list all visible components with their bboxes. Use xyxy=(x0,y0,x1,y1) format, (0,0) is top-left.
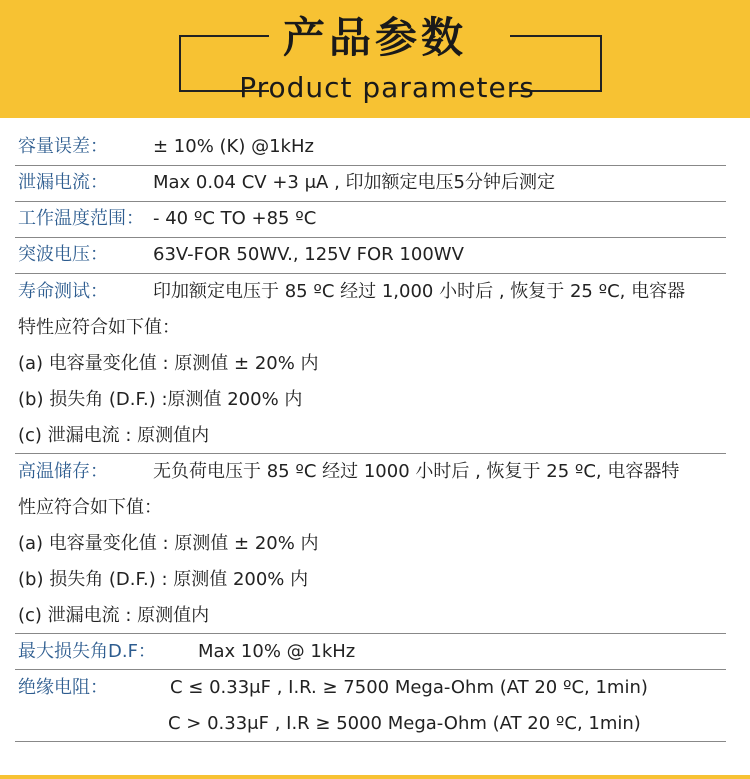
param-value: C ≤ 0.33μF , I.R. ≥ 7500 Mega-Ohm (AT 20 ºC, 1min) xyxy=(170,677,648,698)
param-label: 高温储存： xyxy=(18,461,108,482)
param-label: 绝缘电阻： xyxy=(18,677,108,698)
param-value: - 40 ºC TO +85 ºC xyxy=(153,208,317,229)
shelf-life-item-b: (b) 损失角 (D.F.) : 原测值 200% 内 xyxy=(18,569,309,590)
param-value: Max 0.04 CV +3 μA , 印加额定电压5分钟后测定 xyxy=(153,172,555,193)
divider xyxy=(15,201,726,202)
footer-accent-bar xyxy=(0,775,750,779)
life-test-item-a: (a) 电容量变化值 : 原测值 ± 20% 内 xyxy=(18,353,319,374)
divider xyxy=(15,633,726,634)
param-label: 容量误差： xyxy=(18,136,108,157)
param-row-max-df xyxy=(18,640,732,664)
param-row-insulation xyxy=(18,676,732,700)
divider xyxy=(15,165,726,166)
divider xyxy=(15,669,726,670)
param-row-tolerance xyxy=(18,135,732,159)
page-title: 产品参数 xyxy=(282,13,467,62)
param-row-leakage xyxy=(18,171,732,195)
param-label: 工作温度范围： xyxy=(18,208,144,229)
param-value: 63V-FOR 50WV., 125V FOR 100WV xyxy=(153,244,464,265)
param-label: 突波电压： xyxy=(18,244,108,265)
param-value: ± 10% (K) @1kHz xyxy=(153,136,314,157)
shelf-life-item-a: (a) 电容量变化值 : 原测值 ± 20% 内 xyxy=(18,533,319,554)
shelf-life-item-c: (c) 泄漏电流 : 原测值内 xyxy=(18,605,210,626)
param-row-temp xyxy=(18,207,732,231)
param-value: C > 0.33μF , I.R ≥ 5000 Mega-Ohm (AT 20 ºC, 1min) xyxy=(168,713,641,734)
life-test-item-c: (c) 泄漏电流 : 原测值内 xyxy=(18,425,210,446)
param-value: Max 10% @ 1kHz xyxy=(198,641,356,662)
param-label: 寿命测试： xyxy=(18,281,108,302)
param-value: 印加额定电压于 85 ºC 经过 1,000 小时后 , 恢复于 25 ºC, 电容器 xyxy=(153,281,686,302)
divider xyxy=(15,273,726,274)
life-test-item-b: (b) 损失角 (D.F.) :原测值 200% 内 xyxy=(18,389,303,410)
divider xyxy=(15,453,726,454)
param-row-shelf-life xyxy=(18,460,732,484)
param-row-life-test xyxy=(18,280,732,304)
shelf-life-continuation: 性应符合如下值： xyxy=(18,497,162,518)
param-label: 最大损失角D.F： xyxy=(18,641,156,662)
header-banner xyxy=(0,0,750,118)
divider xyxy=(15,237,726,238)
divider xyxy=(15,741,726,742)
param-label: 泄漏电流： xyxy=(18,172,108,193)
page-subtitle: Product parameters xyxy=(239,71,535,104)
param-value: 无负荷电压于 85 ºC 经过 1000 小时后 , 恢复于 25 ºC, 电容器特 xyxy=(153,461,680,482)
param-row-surge xyxy=(18,243,732,267)
life-test-continuation: 特性应符合如下值： xyxy=(18,317,180,338)
